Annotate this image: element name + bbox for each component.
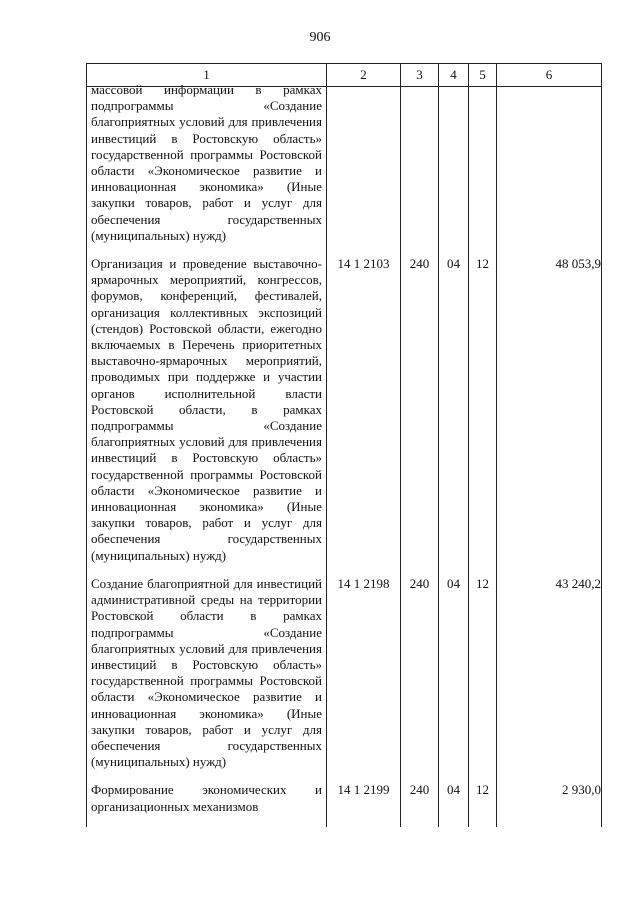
column-header-3: 3 — [401, 64, 439, 87]
section-code: 04 — [439, 782, 469, 826]
target-code — [327, 87, 401, 257]
section-code: 04 — [439, 576, 469, 782]
page-number: 906 — [309, 30, 331, 45]
amount: 43 240,2 — [497, 576, 602, 782]
amount — [497, 87, 602, 257]
section-code — [439, 87, 469, 257]
row-description-cell — [87, 256, 327, 576]
table-row — [87, 782, 602, 826]
row-description: Организация и проведение выставочно-ярмарочных мероприятий, конгрессов, форумов, конференций, фестивалей, организация коллективных экспозиций (стендов) Ростовской области, ежегодно включаемых в Перечень приоритетных выставочно-ярмарочных мероприятий, проводимых при поддержке и участии органов исполнительной власти Ростовской области, в рамках подпрограммы «Создание благоприятных условий для привлечения инвестиций в Ростовскую область» государственной программы Ростовской области «Экономическое развитие и инновационная экономика» (Иные закупки товаров, работ и услуг для обеспечения государственных (муниципальных) нужд) — [91, 256, 322, 563]
expense-type — [401, 87, 439, 257]
target-code: 14 1 2103 — [327, 256, 401, 576]
amount: 48 053,9 — [497, 256, 602, 576]
amount: 2 930,0 — [497, 782, 602, 826]
column-header-6: 6 — [497, 64, 602, 87]
column-header-5: 5 — [469, 64, 497, 87]
subsection-code: 12 — [469, 782, 497, 826]
subsection-code — [469, 87, 497, 257]
column-header-4: 4 — [439, 64, 469, 87]
row-description: Формирование экономических и организационных механизмов — [91, 782, 322, 814]
target-code: 14 1 2198 — [327, 576, 401, 782]
budget-table — [86, 63, 602, 827]
table-row — [87, 256, 602, 576]
row-description-cell — [87, 782, 327, 826]
column-header-2: 2 — [327, 64, 401, 87]
target-code: 14 1 2199 — [327, 782, 401, 826]
expense-type: 240 — [401, 576, 439, 782]
expense-type: 240 — [401, 782, 439, 826]
table-row — [87, 576, 602, 782]
row-description: Создание благоприятной для инвестиций административной среды на территории Ростовской области в рамках подпрограммы «Создание благоприятных условий для привлечения инвестиций в Ростовскую область» государственной программы Ростовской области «Экономическое развитие и инновационная экономика» (Иные закупки товаров, работ и услуг для обеспечения государственных (муниципальных) нужд) — [91, 575, 322, 770]
expense-type: 240 — [401, 256, 439, 576]
row-description-cell — [87, 82, 327, 257]
row-description-cell — [87, 576, 327, 782]
subsection-code: 12 — [469, 576, 497, 782]
row-description: массовой информации в рамках подпрограммы «Создание благоприятных условий для привлечения инвестиций в Ростовскую область» государственной программы Ростовской области «Экономическое развитие и инновационная экономика» (Иные закупки товаров, работ и услуг для обеспечения государственных (муниципальных) нужд) — [91, 82, 322, 243]
section-code: 04 — [439, 256, 469, 576]
column-header-1: 1 — [87, 64, 327, 87]
subsection-code: 12 — [469, 256, 497, 576]
table-row — [87, 87, 602, 257]
